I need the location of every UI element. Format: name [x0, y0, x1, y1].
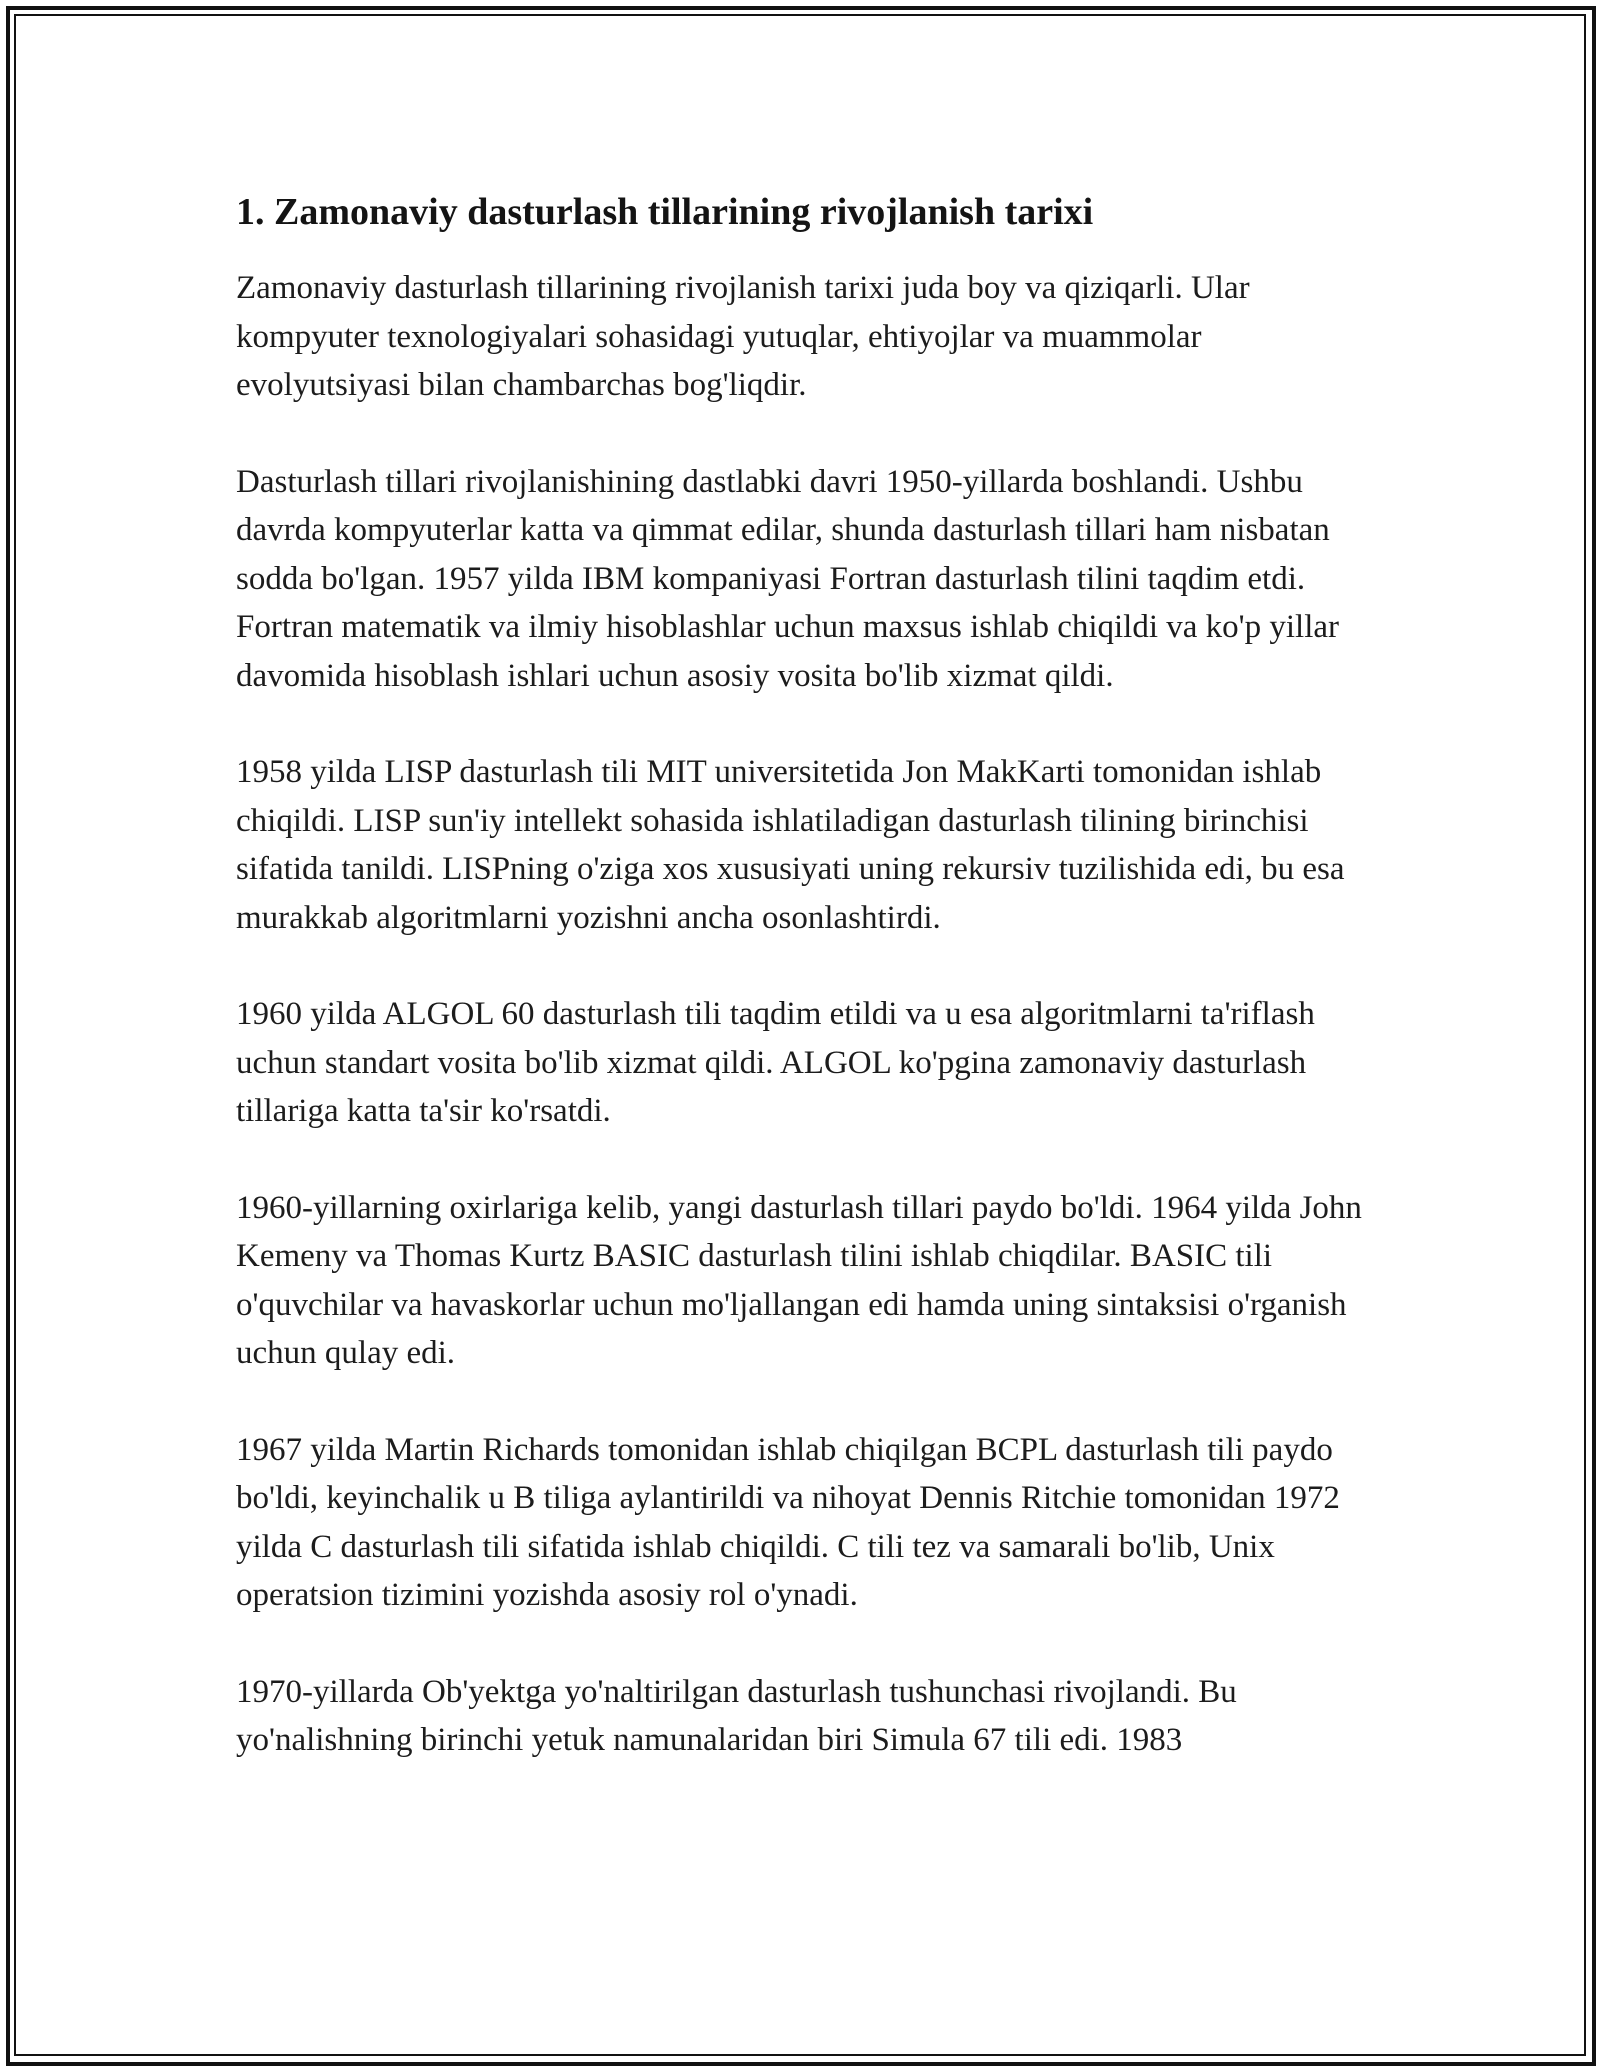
- paragraph-1950s: Dasturlash tillari rivojlanishining dastlabki davri 1950-yillarda boshlandi. Ushbu davrda kompyuterlar katta va qimmat edilar, shunda dasturlash tillari ham nisbatan sodda bo'lgan. 1957 yilda IBM kompaniyasi Fortran dasturlash tilini taqdim etdi. Fortran matematik va ilmiy hisoblashlar uchun maxsus ishlab chiqildi va ko'p yillar davomida hisoblash ishlari uchun asosiy vosita bo'lib xizmat qildi.: [236, 463, 1340, 694]
- paragraph-algol: 1960 yilda ALGOL 60 dasturlash tili taqdim etildi va u esa algoritmlarni ta'riflash uchun standart vosita bo'lib xizmat qildi. ALGOL ko'pgina zamonaviy dasturlash tillariga katta ta'sir ko'rsatdi.: [236, 996, 1315, 1129]
- document-body: [236, 190, 1376, 1813]
- paragraph-lisp: 1958 yilda LISP dasturlash tili MIT universitetida Jon MakKarti tomonidan ishlab chiqildi. LISP sun'iy intellekt sohasida ishlatiladigan dasturlash tilining birinchisi sifatida tanildi. LISPning o'ziga xos xususiyati uning rekursiv tuzilishida edi, bu esa murakkab algoritmlarni yozishni ancha osonlashtirdi.: [236, 754, 1345, 936]
- paragraph-c-language: 1967 yilda Martin Richards tomonidan ishlab chiqilgan BCPL dasturlash tili paydo bo'ldi, keyinchalik u B tiliga aylantirildi va nihoyat Dennis Ritchie tomonidan 1972 yilda C dasturlash tili sifatida ishlab chiqildi. C tili tez va samarali bo'lib, Unix operatsion tizimini yozishda asosiy rol o'ynadi.: [236, 1431, 1340, 1613]
- paragraph-basic: 1960-yillarning oxirlariga kelib, yangi dasturlash tillari paydo bo'ldi. 1964 yilda John Kemeny va Thomas Kurtz BASIC dasturlash tilini ishlab chiqdilar. BASIC tili o'quvchilar va havaskorlar uchun mo'ljallangan edi hamda uning sintaksisi o'rganish uchun qulay edi.: [236, 1189, 1362, 1371]
- section-title: 1. Zamonaviy dasturlash tillarining rivojlanish tarixi: [236, 191, 1094, 233]
- paragraph-oop: 1970-yillarda Ob'yektga yo'naltirilgan dasturlash tushunchasi rivojlandi. Bu yo'nalishning birinchi yetuk namunalaridan biri Simula 67 tili edi. 1983: [236, 1673, 1237, 1758]
- paragraph-intro: Zamonaviy dasturlash tillarining rivojlanish tarixi juda boy va qiziqarli. Ular kompyuter texnologiyalari sohasidagi yutuqlar, ehtiyojlar va muammolar evolyutsiyasi bilan chambarchas bog'liqdir.: [236, 270, 1250, 403]
